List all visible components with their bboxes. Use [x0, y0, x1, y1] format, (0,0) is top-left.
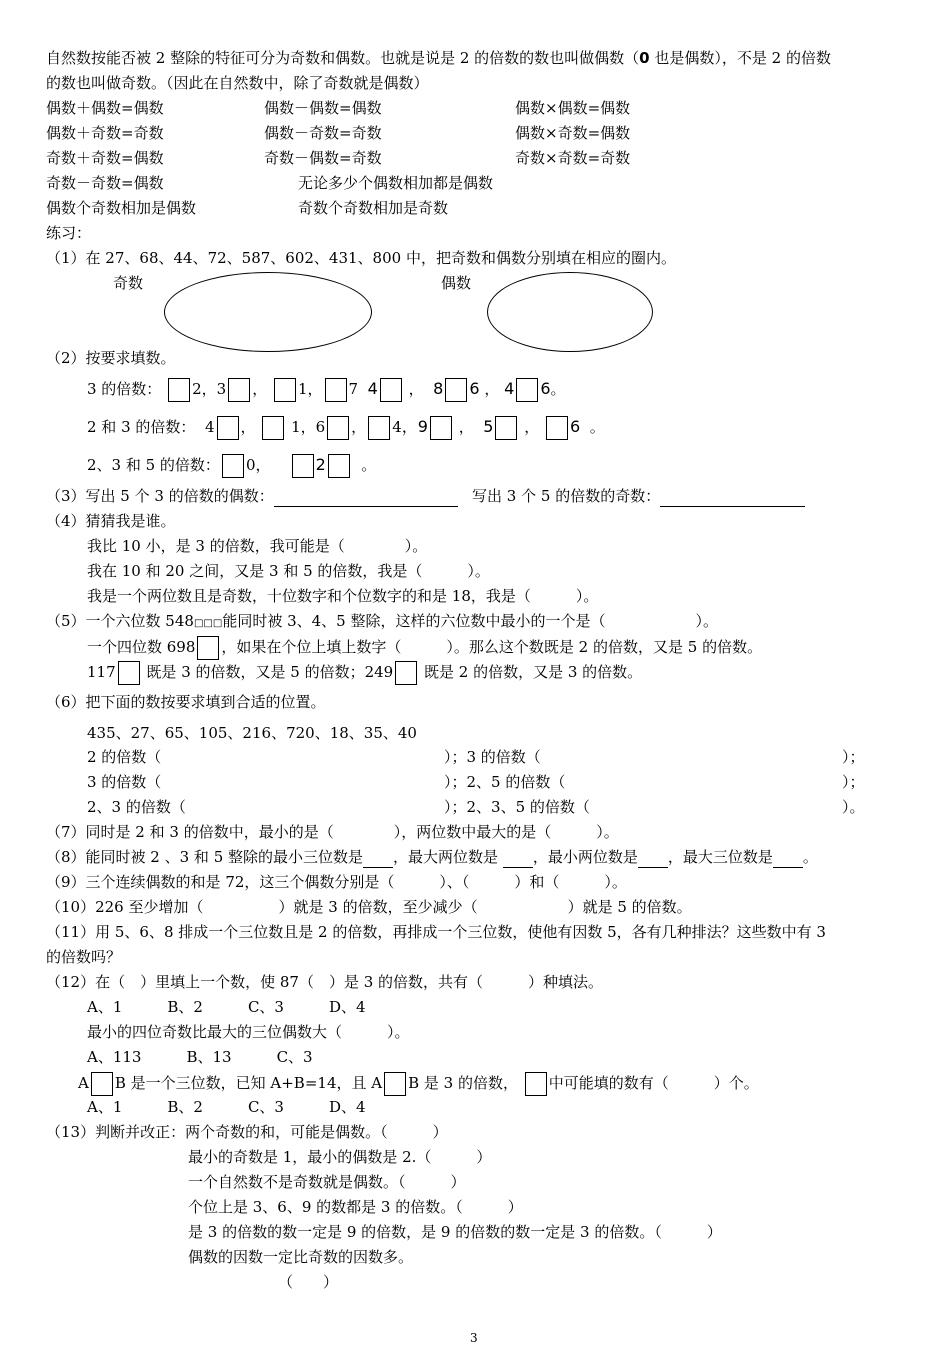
q8	[46, 847, 818, 868]
digit: 6	[469, 379, 480, 398]
digit: 4	[392, 418, 402, 436]
q5-line-3	[87, 661, 642, 685]
row-label: 2 和 3 的倍数：	[87, 418, 196, 436]
answer-box[interactable]	[384, 1072, 406, 1096]
answer-box[interactable]	[380, 378, 402, 402]
answer-box[interactable]	[118, 661, 140, 685]
sep: ，	[351, 418, 367, 436]
q8-text: ，最大三位数是	[667, 848, 773, 866]
answer-box[interactable]	[546, 416, 568, 440]
digit: ，9	[401, 417, 428, 436]
digit: 4	[367, 379, 378, 398]
q4-line: 我是一个两位数且是奇数，十位数字和个位数字的和是 18，我是（ ）。	[87, 587, 599, 605]
q13-line-1: （13）判断并改正：两个奇数的和，可能是偶数。（ ）	[46, 1123, 448, 1141]
q2-row-2	[87, 416, 605, 440]
sep: 。	[361, 456, 377, 474]
answer-box[interactable]	[222, 454, 244, 478]
answer-box[interactable]	[495, 416, 517, 440]
q12-line-2: 最小的四位奇数比最大的三位偶数大（ ）。	[87, 1023, 410, 1041]
answer-box[interactable]	[292, 454, 314, 478]
q8-text: 。	[802, 848, 818, 866]
q6-c1: 2、3 的倍数（	[87, 798, 186, 816]
q8-text: （8）能同时被 2 、3 和 5 整除的最小三位数是	[46, 848, 364, 866]
q3-b-text: 写出 3 个 5 的倍数的奇数：	[472, 487, 661, 505]
q4-line: 我比 10 小，是 3 的倍数，我可能是（ ）。	[87, 537, 428, 555]
q11-line-2: 的倍数吗？	[46, 948, 122, 966]
digit: ，6	[300, 418, 326, 436]
zero-bold: 0	[639, 49, 650, 67]
q3-b-blank[interactable]	[660, 486, 805, 507]
rule: 奇数＋奇数=偶数	[46, 149, 164, 167]
q6-a2: ）；3 的倍数（	[444, 748, 541, 766]
q12-text: A	[78, 1074, 89, 1092]
q6-a1: 2 的倍数（	[87, 748, 162, 766]
q8-blank[interactable]	[503, 847, 533, 868]
q13-line: 个位上是 3、6、9 的数都是 3 的倍数。（ ）	[188, 1198, 523, 1216]
digit: 2	[315, 455, 326, 474]
digit: 6	[540, 379, 551, 398]
row-label: 3 的倍数：	[87, 380, 162, 398]
sep: ，	[484, 380, 500, 398]
q5-text: 一个四位数 698	[87, 638, 196, 656]
q3-a-blank[interactable]	[274, 486, 458, 507]
q6-b1: 3 的倍数（	[87, 773, 162, 791]
sep: ，	[252, 380, 268, 398]
q3-a-text: （3）写出 5 个 3 的倍数的偶数：	[46, 487, 274, 505]
blank-squares: □□□	[193, 618, 223, 629]
answer-box[interactable]	[430, 416, 452, 440]
q2-row-3	[87, 454, 376, 478]
digit: 8	[433, 379, 444, 398]
rule: 偶数－偶数=偶数	[264, 99, 382, 117]
rule: 奇数×奇数=奇数	[515, 149, 631, 167]
rule: 奇数－偶数=奇数	[264, 149, 382, 167]
rule: 奇数－奇数=偶数	[46, 174, 164, 192]
q5-line-1	[46, 611, 718, 634]
q5-text: 117	[87, 663, 116, 681]
even-label: 偶数	[441, 274, 472, 292]
digit: ，3	[201, 380, 227, 398]
answer-box[interactable]	[197, 636, 219, 660]
rule: 偶数个奇数相加是偶数	[46, 199, 197, 217]
intro-line-1	[46, 48, 831, 68]
q12-text: B 是一个三位数，已知 A+B=14，且 A	[114, 1074, 383, 1092]
q13-line: 偶数的因数一定比奇数的因数多。	[188, 1248, 414, 1266]
digit: 1	[291, 418, 301, 436]
q10: （10）226 至少增加（ ）就是 3 的倍数，至少减少（ ）就是 5 的倍数。	[46, 898, 692, 916]
digit: 5	[483, 417, 494, 436]
digit: 7	[348, 380, 359, 398]
q12-options-2: A、113 B、13 C、3	[87, 1048, 313, 1066]
page-number: 3	[470, 1331, 478, 1345]
intro-line-2: 的数也叫做奇数。（因此在自然数中，除了奇数就是偶数）	[46, 74, 429, 92]
q12-line-3	[78, 1072, 759, 1096]
sep: 。	[589, 418, 605, 436]
digit: 1	[297, 380, 308, 398]
answer-box[interactable]	[325, 378, 347, 402]
q1-text: （1）在 27、68、44、72、587、602、431、800 中，把奇数和偶数分别填在相应的圈内。	[46, 249, 676, 267]
answer-box[interactable]	[368, 416, 390, 440]
q5-text: 能同时被 3、4、5 整除，这样的六位数中最小的一个是（ ）。	[222, 612, 718, 630]
q12-options-1: A、1 B、2 C、3 D、4	[87, 998, 366, 1016]
answer-box[interactable]	[445, 378, 467, 402]
q5-line-2	[87, 636, 762, 660]
answer-box[interactable]	[274, 378, 296, 402]
digit: 4	[504, 379, 515, 398]
q8-blank[interactable]	[363, 847, 393, 868]
q12-options-3: A、1 B、2 C、3 D、4	[87, 1098, 366, 1116]
rule: 偶数＋偶数=偶数	[46, 99, 164, 117]
q13-line: 一个自然数不是奇数就是偶数。（ ）	[188, 1173, 466, 1191]
q5-text: （5）一个六位数 548	[46, 612, 194, 630]
q5-text: 既是 2 的倍数，又是 3 的倍数。	[424, 663, 643, 681]
q2-text: （2）按要求填数。	[46, 349, 176, 367]
q12-line-1: （12）在（ ）里填上一个数，使 87（ ）是 3 的倍数，共有（ ）种填法。	[46, 973, 604, 991]
sep: ，	[524, 418, 540, 436]
q8-text: ，最大两位数是	[393, 848, 503, 866]
q5-text: 既是 3 的倍数，又是 5 的倍数；249	[146, 663, 394, 681]
q6-c2: ）；2、3、5 的倍数（	[444, 798, 590, 816]
answer-box[interactable]	[91, 1072, 113, 1096]
q4-text: （4）猜猜我是谁。	[46, 512, 176, 530]
sep: ，	[307, 380, 323, 398]
q8-text: ，最小两位数是	[532, 848, 638, 866]
sep: 。	[550, 380, 566, 398]
digit: 2	[192, 380, 202, 398]
q8-blank[interactable]	[638, 847, 668, 868]
q5-text: ，如果在个位上填上数字（ ）。那么这个数既是 2 的倍数，又是 5 的倍数。	[221, 638, 763, 656]
rule: 偶数＋奇数=奇数	[46, 124, 164, 142]
answer-box[interactable]	[217, 416, 239, 440]
rule: 偶数×奇数=偶数	[515, 124, 631, 142]
q6-a3: ）；	[842, 748, 865, 766]
q9: （9）三个连续偶数的和是 72，这三个偶数分别是（ ）、（ ）和（ ）。	[46, 873, 627, 891]
sep: ，	[408, 380, 424, 398]
q11-line-1: （11）用 5、6、8 排成一个三位数且是 2 的倍数，再排成一个三位数，使他有因数 5，各有几种排法？这些数中有 3	[46, 923, 826, 941]
q6-c3: ）。	[842, 798, 865, 816]
answer-box[interactable]	[328, 454, 350, 478]
rule: 奇数个奇数相加是奇数	[298, 199, 449, 217]
answer-box[interactable]	[168, 378, 190, 402]
q6-text: （6）把下面的数按要求填到合适的位置。	[46, 693, 326, 711]
row-label: 2、3 和 5 的倍数：	[87, 456, 220, 474]
rule: 无论多少个偶数相加都是偶数	[298, 174, 494, 192]
digit: 0，	[245, 456, 271, 474]
q13-line: 是 3 的倍数的数一定是 9 的倍数，是 9 的倍数的数一定是 3 的倍数。（ ）	[188, 1223, 722, 1241]
q7: （7）同时是 2 和 3 的倍数中，最小的是（ ），两位数中最大的是（ ）。	[46, 823, 619, 841]
q6-b2: ）；2、5 的倍数（	[444, 773, 566, 791]
intro-text-a: 自然数按能否被 2 整除的特征可分为奇数和偶数。也就是说是 2 的倍数的数也叫做偶数（	[46, 49, 640, 67]
odd-label: 奇数	[113, 274, 144, 292]
q2-row-1	[87, 378, 566, 402]
q12-text: 中可能填的数有（ ）个。	[548, 1074, 759, 1092]
digit: 4	[204, 418, 215, 436]
practice-label: 练习：	[46, 224, 92, 242]
q6-numbers: 435、27、65、105、216、720、18、35、40	[87, 724, 417, 742]
q13-line: 最小的奇数是 1，最小的偶数是 2.（ ）	[188, 1148, 492, 1166]
q4-line: 我在 10 和 20 之间，又是 3 和 5 的倍数，我是（ ）。	[87, 562, 490, 580]
answer-box[interactable]	[395, 661, 417, 685]
odd-circle[interactable]	[164, 272, 372, 352]
q12-text: B 是 3 的倍数，	[408, 1074, 518, 1092]
q8-blank[interactable]	[773, 847, 803, 868]
answer-box[interactable]	[327, 416, 349, 440]
intro-text-b: 也是偶数），不是 2 的倍数	[649, 49, 831, 67]
answer-box[interactable]	[262, 416, 284, 440]
answer-box[interactable]	[516, 378, 538, 402]
even-circle[interactable]	[487, 272, 653, 352]
answer-box[interactable]	[228, 378, 250, 402]
sep: ，	[458, 418, 474, 436]
q3	[46, 486, 805, 507]
rule: 偶数－奇数=奇数	[264, 124, 382, 142]
sep: ，	[240, 418, 256, 436]
digit: 6	[570, 417, 581, 436]
answer-box[interactable]	[525, 1072, 547, 1096]
q6-b3: ）；	[842, 773, 865, 791]
q13-line: （ ）	[278, 1273, 339, 1291]
rule: 偶数×偶数=偶数	[515, 99, 631, 117]
